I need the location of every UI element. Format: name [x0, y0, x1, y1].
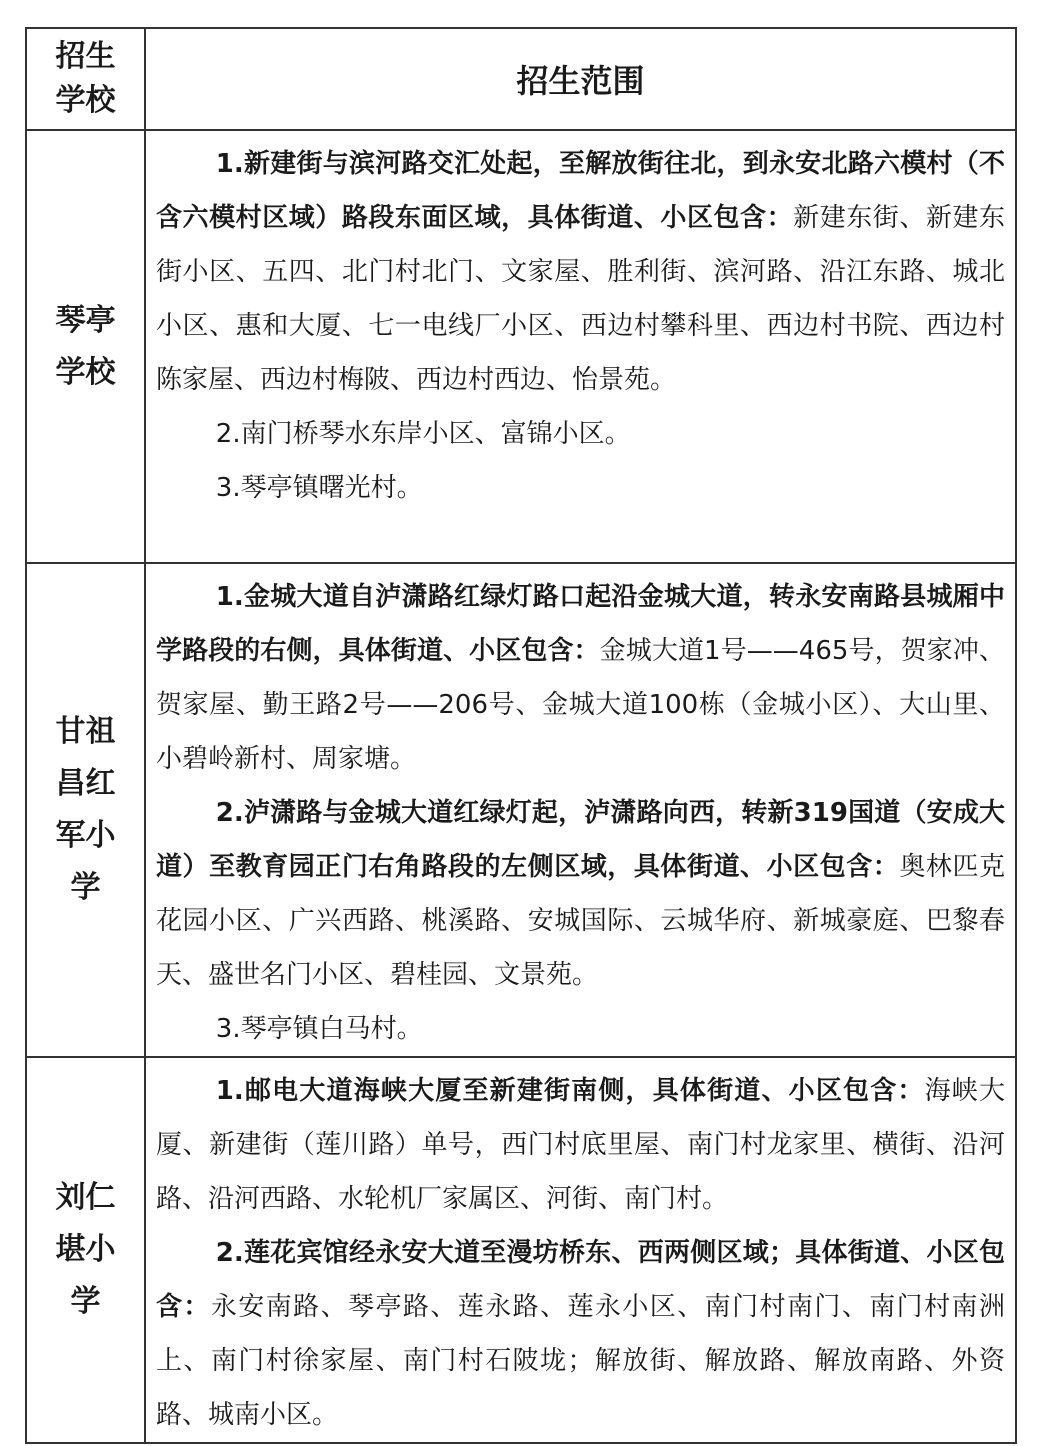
table-header-row — [26, 28, 1016, 130]
header-range: 招生范围 — [145, 28, 1016, 130]
range-paragraph: 1.新建街与滨河路交汇处起，至解放街往北，到永安北路六模村（不含六模村区域）路段东面区域，具体街道、小区包含：新建东街、新建东街小区、五四、北门村北门、文家屋、胜利街、滨河路、沿江东路、城北小区、惠和大厦、七一电线厂小区、西边村攀科里、西边村书院、西边村陈家屋、西边村梅陂、西边村西边、怡景苑。 — [156, 149, 1005, 395]
range-paragraph: 3.琴亭镇白马村。 — [215, 1014, 423, 1044]
range-paragraph: 1.金城大道自泸潇路红绿灯路口起沿金城大道，转永安南路县城厢中学路段的右侧，具体街道、小区包含：金城大道1号——465号，贺家冲、贺家屋、勤王路2号——206号、金城大道100栋（金城小区）、大山里、小碧岭新村、周家塘。 — [156, 582, 1005, 774]
range-paragraph: 1.邮电大道海峡大厦至新建街南侧，具体街道、小区包含：海峡大厦、新建街（莲川路）单号，西门村底里屋、南门村龙家里、横街、沿河路、沿河西路、水轮机厂家属区、河街、南门村。 — [156, 1076, 1005, 1214]
school-name-cell — [26, 130, 145, 563]
table-row — [26, 1057, 1016, 1443]
school-name: 甘祖昌红军小学 — [55, 714, 116, 905]
school-name: 刘仁堪小学 — [55, 1180, 116, 1319]
table-row — [26, 563, 1016, 1057]
range-paragraph: 2.莲花宾馆经永安大道至漫坊桥东、西两侧区域；具体街道、小区包含：永安南路、琴亭路、莲永路、莲永小区、南门村南门、南门村南洲上、南门村徐家屋、南门村石陂垅；解放街、解放路、解放南路、外资路、城南小区。 — [156, 1238, 1005, 1430]
range-cell — [145, 130, 1016, 563]
school-name-cell — [26, 1057, 145, 1443]
range-paragraph: 3.琴亭镇曙光村。 — [215, 473, 423, 503]
range-paragraph: 2.泸潇路与金城大道红绿灯起，泸潇路向西，转新319国道（安成大道）至教育园正门右角路段的左侧区域，具体街道、小区包含：奥林匹克花园小区、广兴西路、桃溪路、安城国际、云城华府、新城豪庭、巴黎春天、盛世名门小区、碧桂园、文景苑。 — [156, 798, 1005, 990]
range-cell — [145, 1057, 1016, 1443]
school-name: 琴亭学校 — [55, 302, 116, 390]
range-cell — [145, 563, 1016, 1057]
table-row — [26, 130, 1016, 563]
enrollment-table — [25, 27, 1017, 1444]
range-paragraph: 2.南门桥琴水东岸小区、富锦小区。 — [215, 419, 631, 449]
header-school: 招生学校 — [26, 28, 145, 130]
school-name-cell — [26, 563, 145, 1057]
